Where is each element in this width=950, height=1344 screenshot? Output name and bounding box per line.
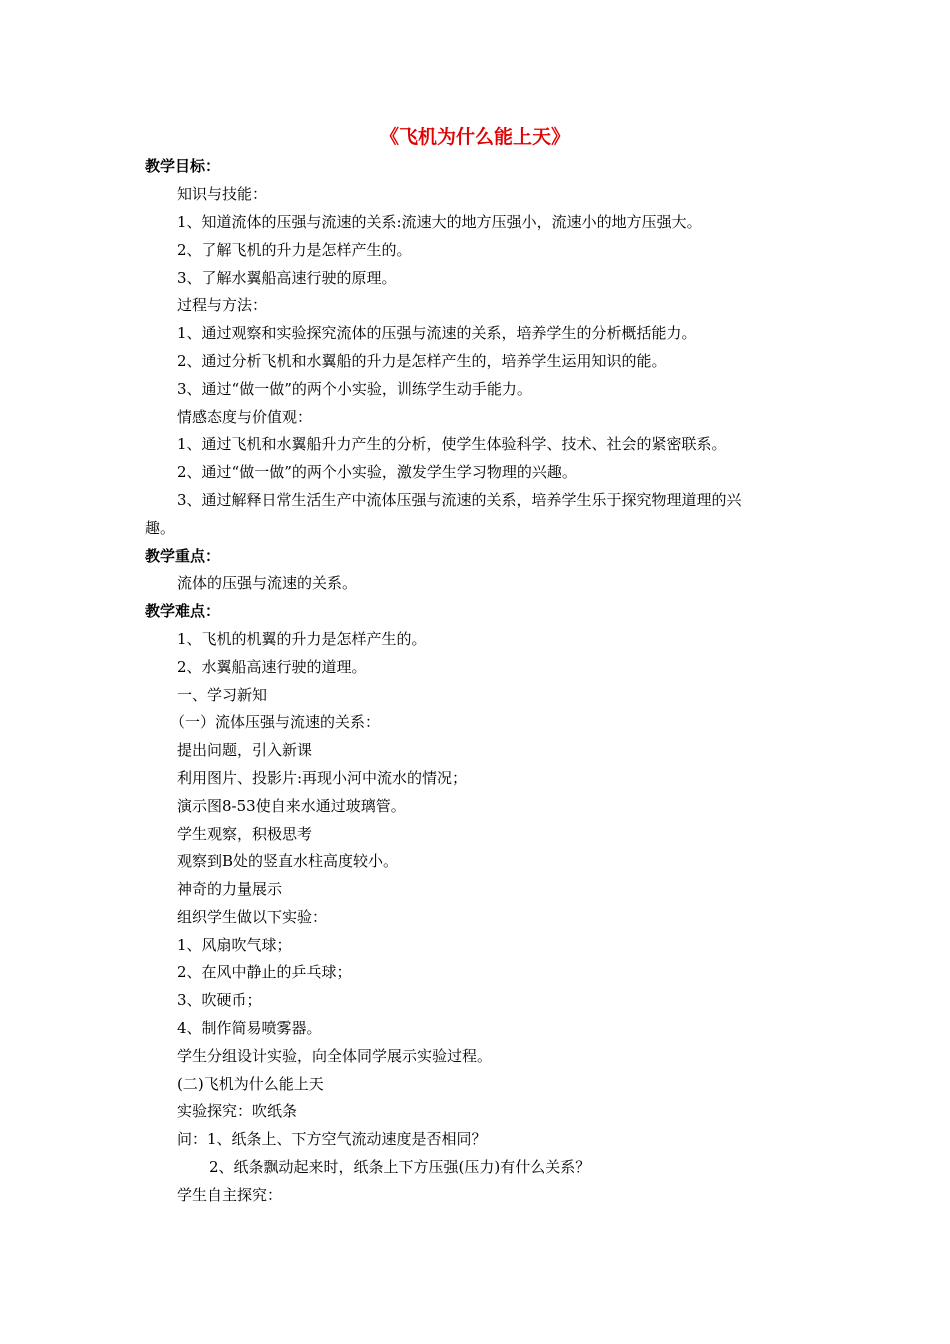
text-line: 2、纸条飘动起来时，纸条上下方压强(压力)有什么关系？: [209, 1158, 591, 1176]
text-line: 组织学生做以下实验：: [177, 908, 328, 926]
text-line: 实验探究：吹纸条: [177, 1102, 298, 1120]
subheading-attitude: 情感态度与价值观：: [177, 408, 313, 426]
subheading-part-one: （一）流体压强与流速的关系：: [170, 713, 381, 731]
document-title: 《飞机为什么能上天》: [379, 126, 570, 148]
text-line: 观察到B处的竖直水柱高度较小。: [177, 852, 399, 870]
text-line: 趣。: [145, 519, 176, 537]
text-line: 学生分组设计实验，向全体同学展示实验过程。: [177, 1047, 493, 1065]
text-line: 提出问题，引入新课: [177, 741, 313, 759]
subheading-knowledge: 知识与技能：: [177, 185, 268, 203]
text-line: 2、水翼船高速行驶的道理。: [177, 658, 367, 676]
text-line: 4、制作简易喷雾器。: [177, 1019, 322, 1037]
subheading-process: 过程与方法：: [177, 296, 268, 314]
text-line: 2、了解飞机的升力是怎样产生的。: [177, 241, 412, 259]
text-line: 1、通过观察和实验探究流体的压强与流速的关系，培养学生的分析概括能力。: [177, 324, 697, 342]
text-line: 3、吹硬币；: [177, 991, 262, 1009]
subheading-new-knowledge: 一、学习新知: [177, 686, 268, 704]
text-line: 3、了解水翼船高速行驶的原理。: [177, 269, 397, 287]
subheading-part-two: (二)飞机为什么能上天: [177, 1075, 324, 1093]
section-heading-key-points: 教学重点：: [145, 547, 221, 565]
text-line: 学生自主探究：: [177, 1186, 283, 1204]
text-line: 演示图8-53使自来水通过玻璃管。: [177, 797, 406, 815]
text-line: 1、飞机的机翼的升力是怎样产生的。: [177, 630, 427, 648]
text-line: 1、风扇吹气球；: [177, 936, 292, 954]
section-heading-difficulties: 教学难点：: [145, 602, 221, 620]
text-line: 利用图片、投影片:再现小河中流水的情况；: [177, 769, 468, 787]
text-line: 神奇的力量展示: [177, 880, 283, 898]
text-line: 2、通过“做一做”的两个小实验，激发学生学习物理的兴趣。: [177, 463, 577, 481]
text-line: 1、通过飞机和水翼船升力产生的分析，使学生体验科学、技术、社会的紧密联系。: [177, 435, 727, 453]
text-line: 2、在风中静止的乒乓球；: [177, 963, 352, 981]
text-line: 学生观察，积极思考: [177, 825, 313, 843]
text-line: 3、通过“做一做”的两个小实验，训练学生动手能力。: [177, 380, 532, 398]
text-line: 流体的压强与流速的关系。: [177, 574, 358, 592]
text-line: 问：1、纸条上、下方空气流动速度是否相同？: [177, 1130, 487, 1148]
text-line: 2、通过分析飞机和水翼船的升力是怎样产生的，培养学生运用知识的能。: [177, 352, 667, 370]
section-heading-objectives: 教学目标：: [145, 157, 221, 175]
text-line: 1、知道流体的压强与流速的关系:流速大的地方压强小，流速小的地方压强大。: [177, 213, 702, 231]
text-line: 3、通过解释日常生活生产中流体压强与流速的关系，培养学生乐于探究物理道理的兴: [177, 491, 742, 509]
